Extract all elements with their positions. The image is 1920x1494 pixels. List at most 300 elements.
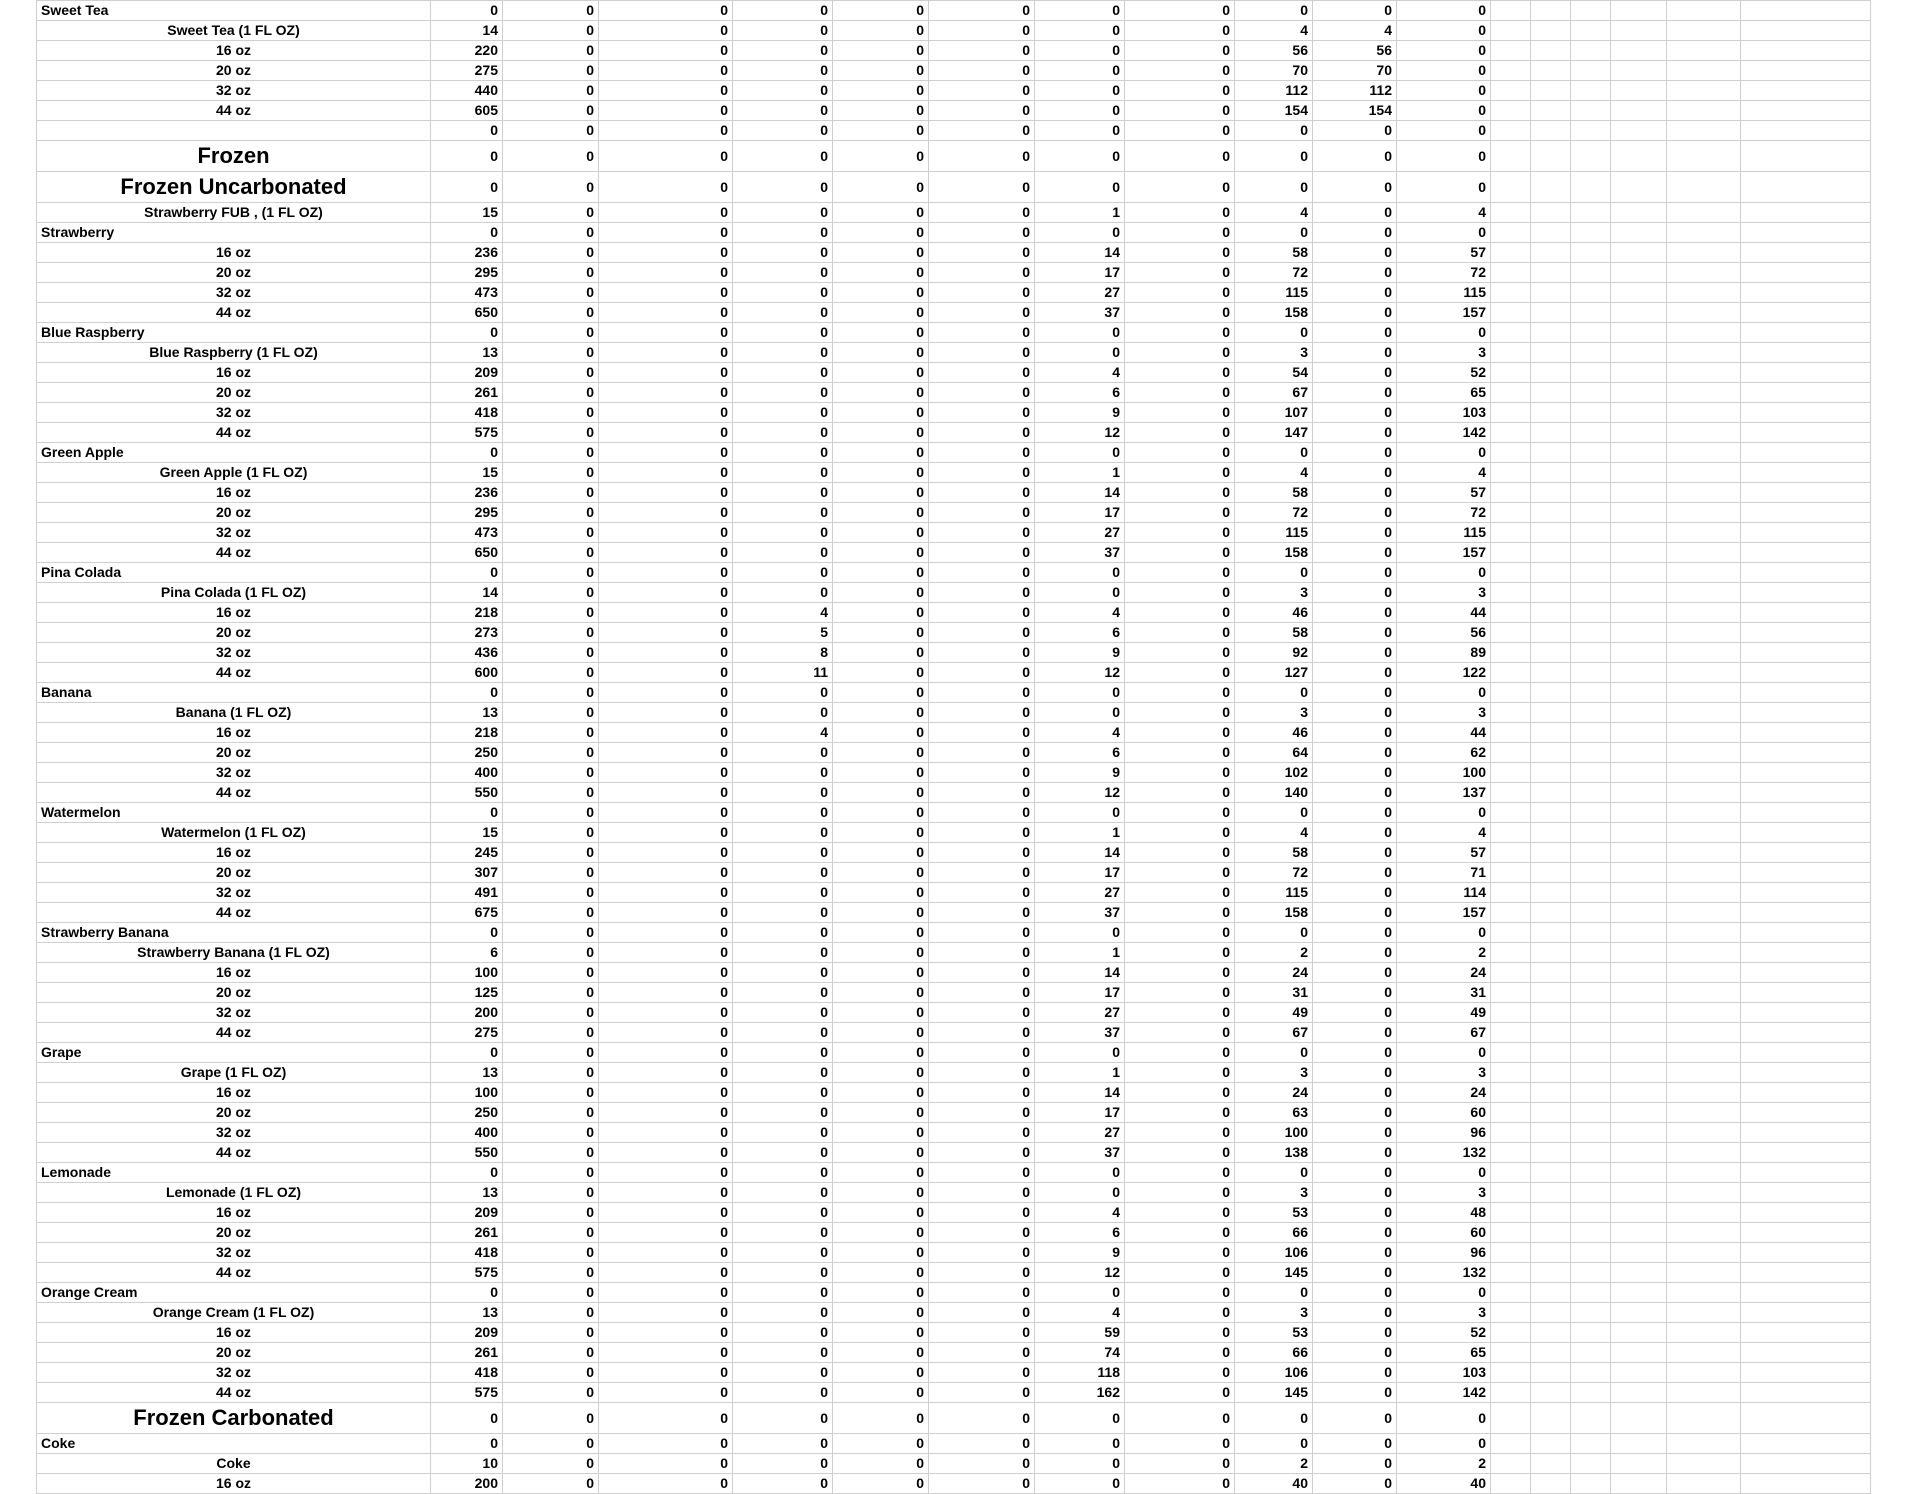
value-cell[interactable]: 0 <box>1035 803 1125 823</box>
empty-cell[interactable] <box>1741 843 1871 863</box>
empty-cell[interactable] <box>1491 1223 1531 1243</box>
value-cell[interactable]: 0 <box>929 863 1035 883</box>
value-cell[interactable]: 0 <box>733 983 833 1003</box>
empty-cell[interactable] <box>1741 21 1871 41</box>
value-cell[interactable]: 0 <box>1313 141 1397 172</box>
empty-cell[interactable] <box>1611 121 1667 141</box>
empty-cell[interactable] <box>1667 603 1741 623</box>
empty-cell[interactable] <box>1491 383 1531 403</box>
value-cell[interactable]: 0 <box>833 1474 929 1494</box>
value-cell[interactable]: 0 <box>1397 1163 1491 1183</box>
value-cell[interactable]: 0 <box>929 1 1035 21</box>
empty-cell[interactable] <box>1741 61 1871 81</box>
row-label-cell[interactable]: 32 oz <box>37 1123 431 1143</box>
empty-cell[interactable] <box>1491 443 1531 463</box>
value-cell[interactable]: 64 <box>1235 743 1313 763</box>
value-cell[interactable]: 250 <box>431 743 503 763</box>
row-label-cell[interactable]: Pina Colada <box>37 563 431 583</box>
empty-cell[interactable] <box>1571 101 1611 121</box>
empty-cell[interactable] <box>1667 1203 1741 1223</box>
value-cell[interactable]: 0 <box>1313 1143 1397 1163</box>
row-label-cell[interactable]: 16 oz <box>37 963 431 983</box>
value-cell[interactable]: 0 <box>1125 683 1235 703</box>
value-cell[interactable]: 0 <box>833 383 929 403</box>
value-cell[interactable]: 575 <box>431 1263 503 1283</box>
value-cell[interactable]: 0 <box>1313 1263 1397 1283</box>
empty-cell[interactable] <box>1611 21 1667 41</box>
value-cell[interactable]: 0 <box>733 1183 833 1203</box>
empty-cell[interactable] <box>1741 603 1871 623</box>
empty-cell[interactable] <box>1611 423 1667 443</box>
value-cell[interactable]: 4 <box>1035 1303 1125 1323</box>
empty-cell[interactable] <box>1491 623 1531 643</box>
value-cell[interactable]: 12 <box>1035 783 1125 803</box>
empty-cell[interactable] <box>1611 643 1667 663</box>
empty-cell[interactable] <box>1667 323 1741 343</box>
value-cell[interactable]: 307 <box>431 863 503 883</box>
empty-cell[interactable] <box>1667 81 1741 101</box>
value-cell[interactable]: 0 <box>1235 1 1313 21</box>
value-cell[interactable]: 0 <box>733 172 833 203</box>
value-cell[interactable]: 3 <box>1235 1063 1313 1083</box>
empty-cell[interactable] <box>1611 263 1667 283</box>
empty-cell[interactable] <box>1741 1383 1871 1403</box>
value-cell[interactable]: 261 <box>431 1223 503 1243</box>
empty-cell[interactable] <box>1531 1343 1571 1363</box>
value-cell[interactable]: 0 <box>1313 1123 1397 1143</box>
value-cell[interactable]: 0 <box>929 463 1035 483</box>
value-cell[interactable]: 0 <box>1125 1283 1235 1303</box>
value-cell[interactable]: 0 <box>599 141 733 172</box>
value-cell[interactable]: 0 <box>1125 1263 1235 1283</box>
value-cell[interactable]: 0 <box>1313 1383 1397 1403</box>
value-cell[interactable]: 37 <box>1035 303 1125 323</box>
value-cell[interactable]: 100 <box>1397 763 1491 783</box>
value-cell[interactable]: 0 <box>1313 963 1397 983</box>
value-cell[interactable]: 142 <box>1397 1383 1491 1403</box>
value-cell[interactable]: 0 <box>1313 843 1397 863</box>
empty-cell[interactable] <box>1667 1403 1741 1434</box>
value-cell[interactable]: 0 <box>503 363 599 383</box>
row-label-cell[interactable]: Lemonade (1 FL OZ) <box>37 1183 431 1203</box>
value-cell[interactable]: 0 <box>599 443 733 463</box>
value-cell[interactable]: 0 <box>503 101 599 121</box>
value-cell[interactable]: 0 <box>1235 1163 1313 1183</box>
empty-cell[interactable] <box>1491 903 1531 923</box>
empty-cell[interactable] <box>1741 363 1871 383</box>
value-cell[interactable]: 0 <box>599 1363 733 1383</box>
empty-cell[interactable] <box>1531 683 1571 703</box>
value-cell[interactable]: 0 <box>833 1383 929 1403</box>
empty-cell[interactable] <box>1741 1223 1871 1243</box>
empty-cell[interactable] <box>1611 1 1667 21</box>
value-cell[interactable]: 0 <box>431 172 503 203</box>
value-cell[interactable]: 0 <box>1125 363 1235 383</box>
value-cell[interactable]: 0 <box>833 1063 929 1083</box>
row-label-cell[interactable]: 32 oz <box>37 283 431 303</box>
empty-cell[interactable] <box>1667 503 1741 523</box>
row-label-cell[interactable]: Coke <box>37 1454 431 1474</box>
value-cell[interactable]: 46 <box>1235 603 1313 623</box>
value-cell[interactable]: 0 <box>1313 1063 1397 1083</box>
value-cell[interactable]: 0 <box>503 172 599 203</box>
value-cell[interactable]: 0 <box>503 1143 599 1163</box>
empty-cell[interactable] <box>1531 323 1571 343</box>
value-cell[interactable]: 0 <box>1235 121 1313 141</box>
empty-cell[interactable] <box>1491 403 1531 423</box>
value-cell[interactable]: 4 <box>1397 463 1491 483</box>
value-cell[interactable]: 10 <box>431 1454 503 1474</box>
empty-cell[interactable] <box>1741 81 1871 101</box>
value-cell[interactable]: 0 <box>599 783 733 803</box>
value-cell[interactable]: 295 <box>431 263 503 283</box>
value-cell[interactable]: 11 <box>733 663 833 683</box>
value-cell[interactable]: 0 <box>1125 1 1235 21</box>
value-cell[interactable]: 0 <box>1313 583 1397 603</box>
value-cell[interactable]: 0 <box>929 1403 1035 1434</box>
empty-cell[interactable] <box>1611 463 1667 483</box>
empty-cell[interactable] <box>1571 1263 1611 1283</box>
value-cell[interactable]: 0 <box>833 121 929 141</box>
value-cell[interactable]: 0 <box>503 483 599 503</box>
empty-cell[interactable] <box>1571 1203 1611 1223</box>
empty-cell[interactable] <box>1667 1083 1741 1103</box>
empty-cell[interactable] <box>1571 1283 1611 1303</box>
value-cell[interactable]: 0 <box>599 523 733 543</box>
empty-cell[interactable] <box>1611 623 1667 643</box>
value-cell[interactable]: 0 <box>599 1283 733 1303</box>
value-cell[interactable]: 275 <box>431 61 503 81</box>
empty-cell[interactable] <box>1571 663 1611 683</box>
value-cell[interactable]: 0 <box>733 903 833 923</box>
value-cell[interactable]: 0 <box>503 903 599 923</box>
value-cell[interactable]: 125 <box>431 983 503 1003</box>
value-cell[interactable]: 58 <box>1235 843 1313 863</box>
value-cell[interactable]: 4 <box>1235 463 1313 483</box>
empty-cell[interactable] <box>1531 1243 1571 1263</box>
row-label-cell[interactable]: 32 oz <box>37 81 431 101</box>
value-cell[interactable]: 0 <box>1397 1283 1491 1303</box>
empty-cell[interactable] <box>1571 683 1611 703</box>
empty-cell[interactable] <box>1531 843 1571 863</box>
empty-cell[interactable] <box>1741 1163 1871 1183</box>
value-cell[interactable]: 0 <box>733 1303 833 1323</box>
value-cell[interactable]: 0 <box>733 263 833 283</box>
value-cell[interactable]: 0 <box>503 121 599 141</box>
value-cell[interactable]: 3 <box>1235 343 1313 363</box>
value-cell[interactable]: 0 <box>1125 1303 1235 1323</box>
empty-cell[interactable] <box>1491 323 1531 343</box>
value-cell[interactable]: 236 <box>431 483 503 503</box>
value-cell[interactable]: 154 <box>1313 101 1397 121</box>
value-cell[interactable]: 17 <box>1035 503 1125 523</box>
row-label-cell[interactable]: 16 oz <box>37 41 431 61</box>
empty-cell[interactable] <box>1667 121 1741 141</box>
empty-cell[interactable] <box>1571 41 1611 61</box>
value-cell[interactable]: 0 <box>1125 1163 1235 1183</box>
empty-cell[interactable] <box>1531 61 1571 81</box>
value-cell[interactable]: 3 <box>1397 1063 1491 1083</box>
empty-cell[interactable] <box>1741 883 1871 903</box>
value-cell[interactable]: 0 <box>503 603 599 623</box>
value-cell[interactable]: 0 <box>503 1323 599 1343</box>
value-cell[interactable]: 0 <box>833 1263 929 1283</box>
value-cell[interactable]: 0 <box>929 943 1035 963</box>
value-cell[interactable]: 0 <box>929 1163 1035 1183</box>
value-cell[interactable]: 0 <box>929 1083 1035 1103</box>
value-cell[interactable]: 0 <box>929 1343 1035 1363</box>
empty-cell[interactable] <box>1611 1363 1667 1383</box>
value-cell[interactable]: 72 <box>1235 263 1313 283</box>
value-cell[interactable]: 0 <box>503 443 599 463</box>
value-cell[interactable]: 0 <box>1313 423 1397 443</box>
value-cell[interactable]: 44 <box>1397 603 1491 623</box>
empty-cell[interactable] <box>1571 1143 1611 1163</box>
value-cell[interactable]: 0 <box>833 943 929 963</box>
value-cell[interactable]: 0 <box>733 523 833 543</box>
row-label-cell[interactable]: Coke <box>37 1434 431 1454</box>
value-cell[interactable]: 650 <box>431 543 503 563</box>
value-cell[interactable]: 0 <box>1313 1243 1397 1263</box>
value-cell[interactable]: 0 <box>503 703 599 723</box>
value-cell[interactable]: 0 <box>833 963 929 983</box>
empty-cell[interactable] <box>1611 61 1667 81</box>
value-cell[interactable]: 65 <box>1397 1343 1491 1363</box>
value-cell[interactable]: 89 <box>1397 643 1491 663</box>
empty-cell[interactable] <box>1491 943 1531 963</box>
value-cell[interactable]: 0 <box>733 683 833 703</box>
value-cell[interactable]: 0 <box>1313 763 1397 783</box>
value-cell[interactable]: 0 <box>733 543 833 563</box>
empty-cell[interactable] <box>1531 1434 1571 1454</box>
empty-cell[interactable] <box>1741 1283 1871 1303</box>
value-cell[interactable]: 0 <box>929 503 1035 523</box>
value-cell[interactable]: 15 <box>431 463 503 483</box>
empty-cell[interactable] <box>1741 583 1871 603</box>
empty-cell[interactable] <box>1571 141 1611 172</box>
empty-cell[interactable] <box>1531 203 1571 223</box>
value-cell[interactable]: 3 <box>1235 703 1313 723</box>
value-cell[interactable]: 0 <box>833 723 929 743</box>
value-cell[interactable]: 0 <box>929 443 1035 463</box>
value-cell[interactable]: 67 <box>1235 383 1313 403</box>
value-cell[interactable]: 0 <box>1125 1183 1235 1203</box>
empty-cell[interactable] <box>1667 543 1741 563</box>
empty-cell[interactable] <box>1491 263 1531 283</box>
empty-cell[interactable] <box>1611 1454 1667 1474</box>
value-cell[interactable]: 295 <box>431 503 503 523</box>
empty-cell[interactable] <box>1667 1103 1741 1123</box>
value-cell[interactable]: 0 <box>733 21 833 41</box>
row-label-cell[interactable]: 44 oz <box>37 663 431 683</box>
value-cell[interactable]: 74 <box>1035 1343 1125 1363</box>
value-cell[interactable]: 0 <box>599 1203 733 1223</box>
value-cell[interactable]: 400 <box>431 763 503 783</box>
empty-cell[interactable] <box>1611 823 1667 843</box>
empty-cell[interactable] <box>1491 1243 1531 1263</box>
value-cell[interactable]: 0 <box>733 763 833 783</box>
value-cell[interactable]: 2 <box>1397 943 1491 963</box>
row-label-cell[interactable]: Watermelon (1 FL OZ) <box>37 823 431 843</box>
empty-cell[interactable] <box>1491 703 1531 723</box>
empty-cell[interactable] <box>1531 403 1571 423</box>
value-cell[interactable]: 0 <box>1313 903 1397 923</box>
value-cell[interactable]: 0 <box>929 903 1035 923</box>
value-cell[interactable]: 0 <box>1035 1043 1125 1063</box>
value-cell[interactable]: 0 <box>1125 423 1235 443</box>
value-cell[interactable]: 0 <box>929 1474 1035 1494</box>
empty-cell[interactable] <box>1571 1223 1611 1243</box>
value-cell[interactable]: 40 <box>1235 1474 1313 1494</box>
value-cell[interactable]: 0 <box>1313 1454 1397 1474</box>
value-cell[interactable]: 0 <box>833 1454 929 1474</box>
value-cell[interactable]: 1 <box>1035 1063 1125 1083</box>
empty-cell[interactable] <box>1741 1243 1871 1263</box>
empty-cell[interactable] <box>1571 1363 1611 1383</box>
value-cell[interactable]: 0 <box>1125 463 1235 483</box>
empty-cell[interactable] <box>1611 1223 1667 1243</box>
value-cell[interactable]: 137 <box>1397 783 1491 803</box>
empty-cell[interactable] <box>1571 383 1611 403</box>
value-cell[interactable]: 0 <box>1125 703 1235 723</box>
value-cell[interactable]: 66 <box>1235 1223 1313 1243</box>
empty-cell[interactable] <box>1741 303 1871 323</box>
value-cell[interactable]: 0 <box>503 223 599 243</box>
value-cell[interactable]: 0 <box>833 683 929 703</box>
empty-cell[interactable] <box>1611 443 1667 463</box>
value-cell[interactable]: 0 <box>833 1103 929 1123</box>
value-cell[interactable]: 0 <box>833 703 929 723</box>
value-cell[interactable]: 0 <box>503 523 599 543</box>
value-cell[interactable]: 0 <box>1035 223 1125 243</box>
value-cell[interactable]: 0 <box>1125 243 1235 263</box>
value-cell[interactable]: 0 <box>833 303 929 323</box>
value-cell[interactable]: 14 <box>431 21 503 41</box>
empty-cell[interactable] <box>1611 1043 1667 1063</box>
value-cell[interactable]: 6 <box>1035 623 1125 643</box>
value-cell[interactable]: 0 <box>599 823 733 843</box>
empty-cell[interactable] <box>1571 783 1611 803</box>
value-cell[interactable]: 0 <box>929 403 1035 423</box>
row-label-cell[interactable]: 44 oz <box>37 543 431 563</box>
empty-cell[interactable] <box>1491 1143 1531 1163</box>
value-cell[interactable]: 37 <box>1035 903 1125 923</box>
row-label-cell[interactable]: Strawberry Banana <box>37 923 431 943</box>
empty-cell[interactable] <box>1491 763 1531 783</box>
value-cell[interactable]: 0 <box>833 1183 929 1203</box>
value-cell[interactable]: 0 <box>833 863 929 883</box>
value-cell[interactable]: 418 <box>431 1363 503 1383</box>
empty-cell[interactable] <box>1611 1243 1667 1263</box>
row-label-cell[interactable]: 32 oz <box>37 763 431 783</box>
value-cell[interactable]: 0 <box>1125 303 1235 323</box>
value-cell[interactable]: 0 <box>1313 723 1397 743</box>
row-label-cell[interactable]: 20 oz <box>37 263 431 283</box>
empty-cell[interactable] <box>1491 1454 1531 1474</box>
value-cell[interactable]: 0 <box>833 1083 929 1103</box>
empty-cell[interactable] <box>1571 963 1611 983</box>
empty-cell[interactable] <box>1491 1043 1531 1063</box>
empty-cell[interactable] <box>1531 823 1571 843</box>
empty-cell[interactable] <box>1667 1323 1741 1343</box>
value-cell[interactable]: 0 <box>833 1003 929 1023</box>
value-cell[interactable]: 0 <box>929 783 1035 803</box>
row-label-cell[interactable]: 32 oz <box>37 1243 431 1263</box>
value-cell[interactable]: 158 <box>1235 303 1313 323</box>
row-label-cell[interactable]: Frozen <box>37 141 431 172</box>
empty-cell[interactable] <box>1571 61 1611 81</box>
value-cell[interactable]: 0 <box>1397 923 1491 943</box>
value-cell[interactable]: 0 <box>733 1343 833 1363</box>
value-cell[interactable]: 0 <box>599 121 733 141</box>
empty-cell[interactable] <box>1741 1 1871 21</box>
empty-cell[interactable] <box>1571 803 1611 823</box>
value-cell[interactable]: 12 <box>1035 663 1125 683</box>
value-cell[interactable]: 44 <box>1397 723 1491 743</box>
empty-cell[interactable] <box>1491 843 1531 863</box>
empty-cell[interactable] <box>1571 1243 1611 1263</box>
empty-cell[interactable] <box>1667 1143 1741 1163</box>
empty-cell[interactable] <box>1531 423 1571 443</box>
value-cell[interactable]: 0 <box>833 983 929 1003</box>
value-cell[interactable]: 0 <box>833 423 929 443</box>
empty-cell[interactable] <box>1611 783 1667 803</box>
value-cell[interactable]: 250 <box>431 1103 503 1123</box>
value-cell[interactable]: 0 <box>833 21 929 41</box>
empty-cell[interactable] <box>1571 21 1611 41</box>
empty-cell[interactable] <box>1491 503 1531 523</box>
value-cell[interactable]: 0 <box>599 543 733 563</box>
value-cell[interactable]: 0 <box>503 863 599 883</box>
empty-cell[interactable] <box>1531 1003 1571 1023</box>
empty-cell[interactable] <box>1611 1263 1667 1283</box>
empty-cell[interactable] <box>1667 1023 1741 1043</box>
value-cell[interactable]: 0 <box>1235 1043 1313 1063</box>
empty-cell[interactable] <box>1531 623 1571 643</box>
row-label-cell[interactable]: Blue Raspberry <box>37 323 431 343</box>
empty-cell[interactable] <box>1531 101 1571 121</box>
value-cell[interactable]: 96 <box>1397 1123 1491 1143</box>
empty-cell[interactable] <box>1491 61 1531 81</box>
empty-cell[interactable] <box>1667 1434 1741 1454</box>
value-cell[interactable]: 0 <box>733 803 833 823</box>
value-cell[interactable]: 0 <box>1125 1043 1235 1063</box>
value-cell[interactable]: 72 <box>1397 263 1491 283</box>
value-cell[interactable]: 0 <box>1125 1083 1235 1103</box>
value-cell[interactable]: 0 <box>599 1083 733 1103</box>
empty-cell[interactable] <box>1667 223 1741 243</box>
value-cell[interactable]: 0 <box>929 1263 1035 1283</box>
value-cell[interactable]: 0 <box>599 383 733 403</box>
value-cell[interactable]: 0 <box>833 1 929 21</box>
value-cell[interactable]: 0 <box>1313 1 1397 21</box>
value-cell[interactable]: 0 <box>1035 121 1125 141</box>
value-cell[interactable]: 0 <box>929 1363 1035 1383</box>
value-cell[interactable]: 0 <box>431 923 503 943</box>
value-cell[interactable]: 112 <box>1235 81 1313 101</box>
value-cell[interactable]: 0 <box>1313 1323 1397 1343</box>
value-cell[interactable]: 0 <box>833 543 929 563</box>
value-cell[interactable]: 9 <box>1035 763 1125 783</box>
value-cell[interactable]: 0 <box>833 343 929 363</box>
value-cell[interactable]: 0 <box>1313 1023 1397 1043</box>
empty-cell[interactable] <box>1741 1023 1871 1043</box>
value-cell[interactable]: 0 <box>929 683 1035 703</box>
value-cell[interactable]: 140 <box>1235 783 1313 803</box>
empty-cell[interactable] <box>1571 283 1611 303</box>
value-cell[interactable]: 0 <box>733 963 833 983</box>
value-cell[interactable]: 4 <box>1035 1203 1125 1223</box>
